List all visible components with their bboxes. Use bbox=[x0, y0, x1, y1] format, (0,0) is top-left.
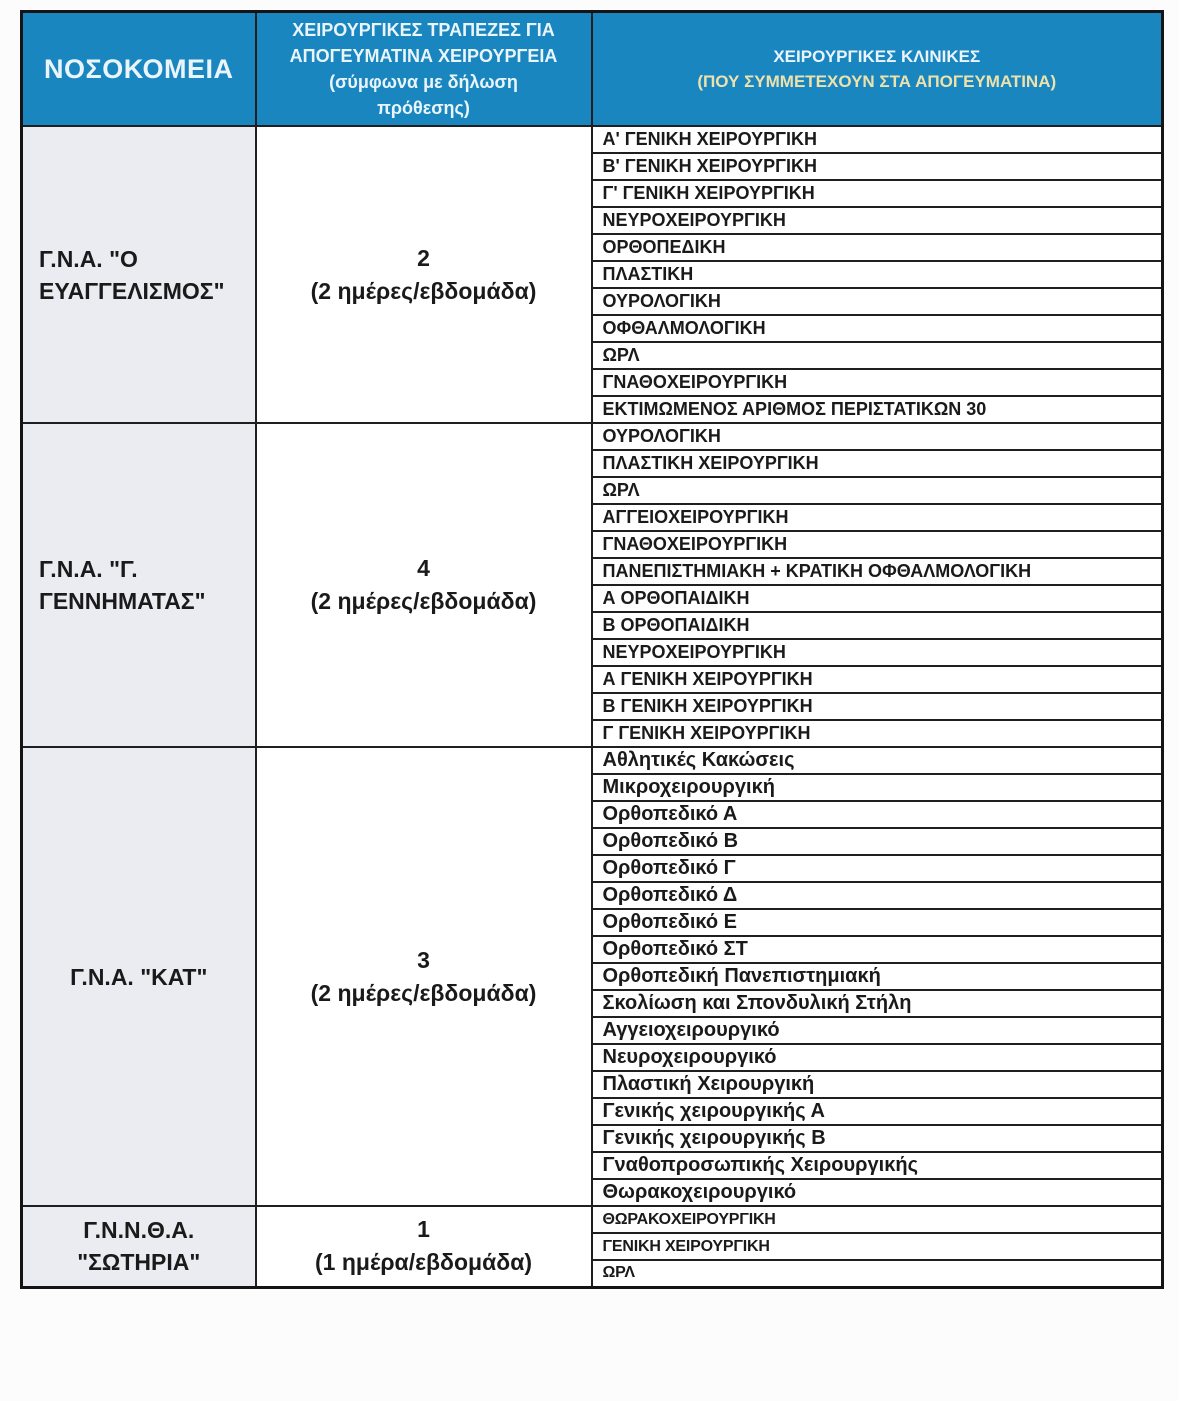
clinic-cell: Πλαστική Χειρουργική bbox=[592, 1071, 1163, 1098]
column-header-surgery-tables bbox=[256, 12, 592, 127]
clinic-cell: Β' ΓΕΝΙΚΗ ΧΕΙΡΟΥΡΓΙΚΗ bbox=[592, 153, 1163, 180]
clinic-cell: Γενικής χειρουργικής Β bbox=[592, 1125, 1163, 1152]
clinic-cell: ΩΡΛ bbox=[592, 1260, 1163, 1287]
clinic-cell: ΟΡΘΟΠΕΔΙΚΗ bbox=[592, 234, 1163, 261]
clinic-cell: Ορθοπεδικό Β bbox=[592, 828, 1163, 855]
clinic-cell: Β ΓΕΝΙΚΗ ΧΕΙΡΟΥΡΓΙΚΗ bbox=[592, 693, 1163, 720]
clinic-cell: Α ΓΕΝΙΚΗ ΧΕΙΡΟΥΡΓΙΚΗ bbox=[592, 666, 1163, 693]
hospital-name-cell bbox=[22, 747, 256, 1206]
surgery-tables-count-line: 2 bbox=[417, 244, 430, 271]
clinic-cell: Ορθοπεδική Πανεπιστημιακή bbox=[592, 963, 1163, 990]
surgery-tables-count-line: (2 ημέρες/εβδομάδα) bbox=[310, 979, 537, 1006]
column-header-clinics bbox=[592, 12, 1163, 127]
clinic-cell: Γναθοπροσωπικής Χειρουργικής bbox=[592, 1152, 1163, 1179]
surgery-tables-count-line: 1 bbox=[417, 1216, 430, 1243]
clinic-cell: ΠΛΑΣΤΙΚΗ ΧΕΙΡΟΥΡΓΙΚΗ bbox=[592, 450, 1163, 477]
clinic-row bbox=[22, 423, 1163, 450]
clinic-row bbox=[22, 747, 1163, 774]
hospital-name-line: ΕΥΑΓΓΕΛΙΣΜΟΣ" bbox=[39, 277, 225, 304]
clinic-cell: Θωρακοχειρουργικό bbox=[592, 1179, 1163, 1206]
header-row bbox=[22, 12, 1163, 127]
column-header-hospitals bbox=[22, 12, 256, 127]
clinic-cell: ΟΥΡΟΛΟΓΙΚΗ bbox=[592, 288, 1163, 315]
hospital-name-line: Γ.Ν.Α. "ΚΑΤ" bbox=[70, 963, 208, 990]
clinic-cell: Α ΟΡΘΟΠΑΙΔΙΚΗ bbox=[592, 585, 1163, 612]
surgery-tables-count-line: 4 bbox=[417, 555, 430, 581]
clinic-cell: Ορθοπεδικό Ε bbox=[592, 909, 1163, 936]
table-body bbox=[22, 126, 1163, 1287]
clinic-cell: Ορθοπεδικό Δ bbox=[592, 882, 1163, 909]
clinic-cell: Σκολίωση και Σπονδυλική Στήλη bbox=[592, 990, 1163, 1017]
hospital-name-cell bbox=[22, 1206, 256, 1287]
clinic-cell: ΑΓΓΕΙΟΧΕΙΡΟΥΡΓΙΚΗ bbox=[592, 504, 1163, 531]
clinic-cell: ΘΩΡΑΚΟΧΕΙΡΟΥΡΓΙΚΗ bbox=[592, 1206, 1163, 1233]
surgery-tables-count-line: 3 bbox=[417, 946, 430, 973]
surgery-tables-count-line: (2 ημέρες/εβδομάδα) bbox=[310, 277, 537, 304]
clinic-cell: ΩΡΛ bbox=[592, 477, 1163, 504]
hospital-name-cell bbox=[22, 126, 256, 423]
hospital-name-cell bbox=[22, 423, 256, 747]
clinic-cell: Νευροχειρουργικό bbox=[592, 1044, 1163, 1071]
clinic-cell: Γ ΓΕΝΙΚΗ ΧΕΙΡΟΥΡΓΙΚΗ bbox=[592, 720, 1163, 747]
hospital-name-line: Γ.Ν.Α. "Ο bbox=[39, 245, 138, 272]
hospital-name-line: Γ.Ν.Α. "Γ. bbox=[39, 556, 138, 582]
table-header bbox=[22, 12, 1163, 127]
clinic-cell: ΟΥΡΟΛΟΓΙΚΗ bbox=[592, 423, 1163, 450]
clinic-cell: ΠΛΑΣΤΙΚΗ bbox=[592, 261, 1163, 288]
header-label-line: ΧΕΙΡΟΥΡΓΙΚΕΣ ΤΡΑΠΕΖΕΣ ΓΙΑ bbox=[292, 20, 555, 40]
surgery-tables-count-cell bbox=[256, 423, 592, 747]
clinic-cell: ΕΚΤΙΜΩΜΕΝΟΣ ΑΡΙΘΜΟΣ ΠΕΡΙΣΤΑΤΙΚΩΝ 30 bbox=[592, 396, 1163, 423]
clinic-cell: ΩΡΛ bbox=[592, 342, 1163, 369]
clinic-cell: Ορθοπεδικό Γ bbox=[592, 855, 1163, 882]
header-label-line: (σύμφωνα με δήλωση bbox=[329, 72, 518, 92]
clinic-cell: ΓΕΝΙΚΗ ΧΕΙΡΟΥΡΓΙΚΗ bbox=[592, 1233, 1163, 1260]
header-label-line: ΧΕΙΡΟΥΡΓΙΚΕΣ ΚΛΙΝΙΚΕΣ bbox=[773, 47, 981, 66]
clinic-cell: Ορθοπεδικό ΣΤ bbox=[592, 936, 1163, 963]
surgery-tables-count-cell bbox=[256, 1206, 592, 1287]
hospitals-surgery-table bbox=[20, 10, 1164, 1289]
surgery-tables-count-cell bbox=[256, 126, 592, 423]
clinic-cell: ΠΑΝΕΠΙΣΤΗΜΙΑΚΗ + ΚΡΑΤΙΚΗ ΟΦΘΑΛΜΟΛΟΓΙΚΗ bbox=[592, 558, 1163, 585]
clinic-row bbox=[22, 126, 1163, 153]
clinic-cell: Αθλητικές Κακώσεις bbox=[592, 747, 1163, 774]
header-label: ΝΟΣΟΚΟΜΕΙΑ bbox=[44, 53, 234, 84]
hospital-name-line: Γ.Ν.Ν.Θ.Α. bbox=[83, 1217, 195, 1244]
surgery-tables-count-cell bbox=[256, 747, 592, 1206]
clinic-cell: ΝΕΥΡΟΧΕΙΡΟΥΡΓΙΚΗ bbox=[592, 639, 1163, 666]
clinic-cell: Ορθοπεδικό Α bbox=[592, 801, 1163, 828]
hospital-name-line: ΓΕΝΝΗΜΑΤΑΣ" bbox=[39, 588, 206, 614]
surgery-tables-count-line: (2 ημέρες/εβδομάδα) bbox=[310, 588, 537, 614]
clinic-cell: ΓΝΑΘΟΧΕΙΡΟΥΡΓΙΚΗ bbox=[592, 531, 1163, 558]
clinic-cell: ΟΦΘΑΛΜΟΛΟΓΙΚΗ bbox=[592, 315, 1163, 342]
clinic-row bbox=[22, 1206, 1163, 1233]
surgery-tables-count-line: (1 ημέρα/εβδομάδα) bbox=[314, 1249, 532, 1276]
clinic-cell: Α' ΓΕΝΙΚΗ ΧΕΙΡΟΥΡΓΙΚΗ bbox=[592, 126, 1163, 153]
clinic-cell: ΓΝΑΘΟΧΕΙΡΟΥΡΓΙΚΗ bbox=[592, 369, 1163, 396]
clinic-cell: Γενικής χειρουργικής Α bbox=[592, 1098, 1163, 1125]
header-label-line: ΑΠΟΓΕΥΜΑΤΙΝΑ ΧΕΙΡΟΥΡΓΕΙΑ bbox=[289, 46, 558, 66]
hospital-name-line: "ΣΩΤΗΡΙΑ" bbox=[77, 1249, 201, 1276]
clinic-cell: ΝΕΥΡΟΧΕΙΡΟΥΡΓΙΚΗ bbox=[592, 207, 1163, 234]
header-label-subline: (ΠΟΥ ΣΥΜΜΕΤΕΧΟΥΝ ΣΤΑ ΑΠΟΓΕΥΜΑΤΙΝΑ) bbox=[697, 72, 1057, 91]
header-label-line: πρόθεσης) bbox=[377, 98, 470, 118]
clinic-cell: Αγγειοχειρουργικό bbox=[592, 1017, 1163, 1044]
clinic-cell: Β ΟΡΘΟΠΑΙΔΙΚΗ bbox=[592, 612, 1163, 639]
clinic-cell: Μικροχειρουργική bbox=[592, 774, 1163, 801]
clinic-cell: Γ' ΓΕΝΙΚΗ ΧΕΙΡΟΥΡΓΙΚΗ bbox=[592, 180, 1163, 207]
